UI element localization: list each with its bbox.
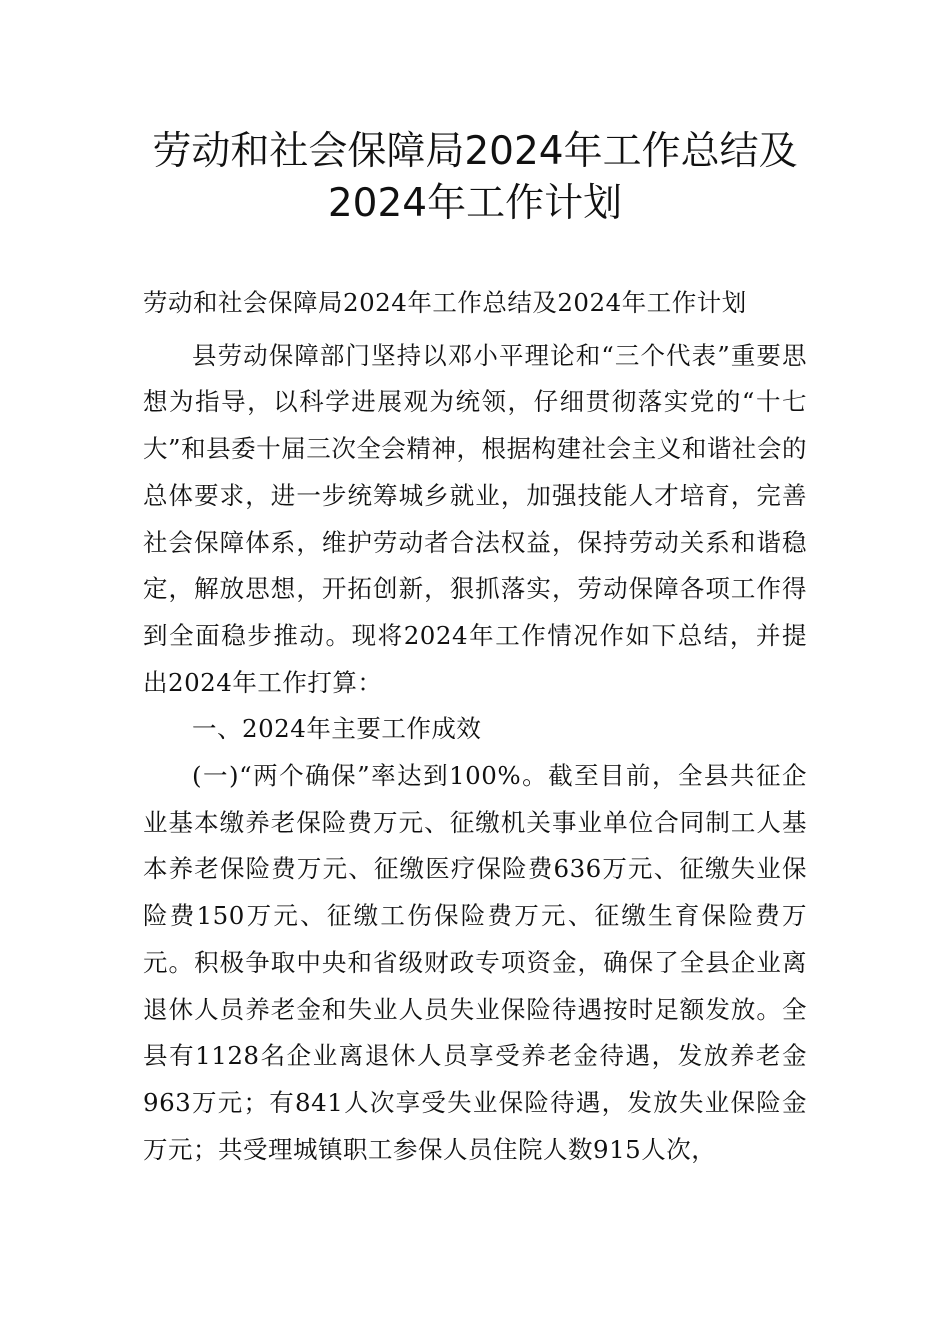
paragraph-section-1: (一)“两个确保”率达到100%。截至目前，全县共征企业基本缴养老保险费万元、征缴机关事业单位合同制工人基本养老保险费万元、征缴医疗保险费636万元、征缴失业保险费150万元、征缴工伤保险费万元、征缴生育保险费万元。积极争取中央和省级财政专项资金，确保了全县企业离退休人员养老金和失业人员失业保险待遇按时足额发放。全县有1128名企业离退休人员享受养老金待遇，发放养老金963万元；有841人次享受失业保险待遇，发放失业保险金万元；共受理城镇职工参保人员住院人数915人次， — [143, 761, 807, 1164]
document-subtitle: 劳动和社会保障局2024年工作总结及2024年工作计划 — [143, 288, 747, 317]
document-body — [143, 280, 807, 1173]
section-heading: 一、2024年主要工作成效 — [192, 714, 482, 744]
paragraph-intro: 县劳动保障部门坚持以邓小平理论和“三个代表”重要思想为指导，以科学进展观为统领，仔细贯彻落实党的“十七大”和县委十届三次全会精神，根据构建社会主义和谐社会的总体要求，进一步统筹城乡就业，加强技能人才培育，完善社会保障体系，维护劳动者合法权益，保持劳动关系和谐稳定，解放思想，开拓创新，狠抓落实，劳动保障各项工作得到全面稳步推动。现将2024年工作情况作如下总结，并提出2024年工作打算： — [143, 340, 807, 697]
title-line-2: 2024年工作计划 — [327, 181, 623, 226]
document-title — [100, 126, 850, 230]
title-line-1: 劳动和社会保障局2024年工作总结及 — [152, 129, 798, 174]
